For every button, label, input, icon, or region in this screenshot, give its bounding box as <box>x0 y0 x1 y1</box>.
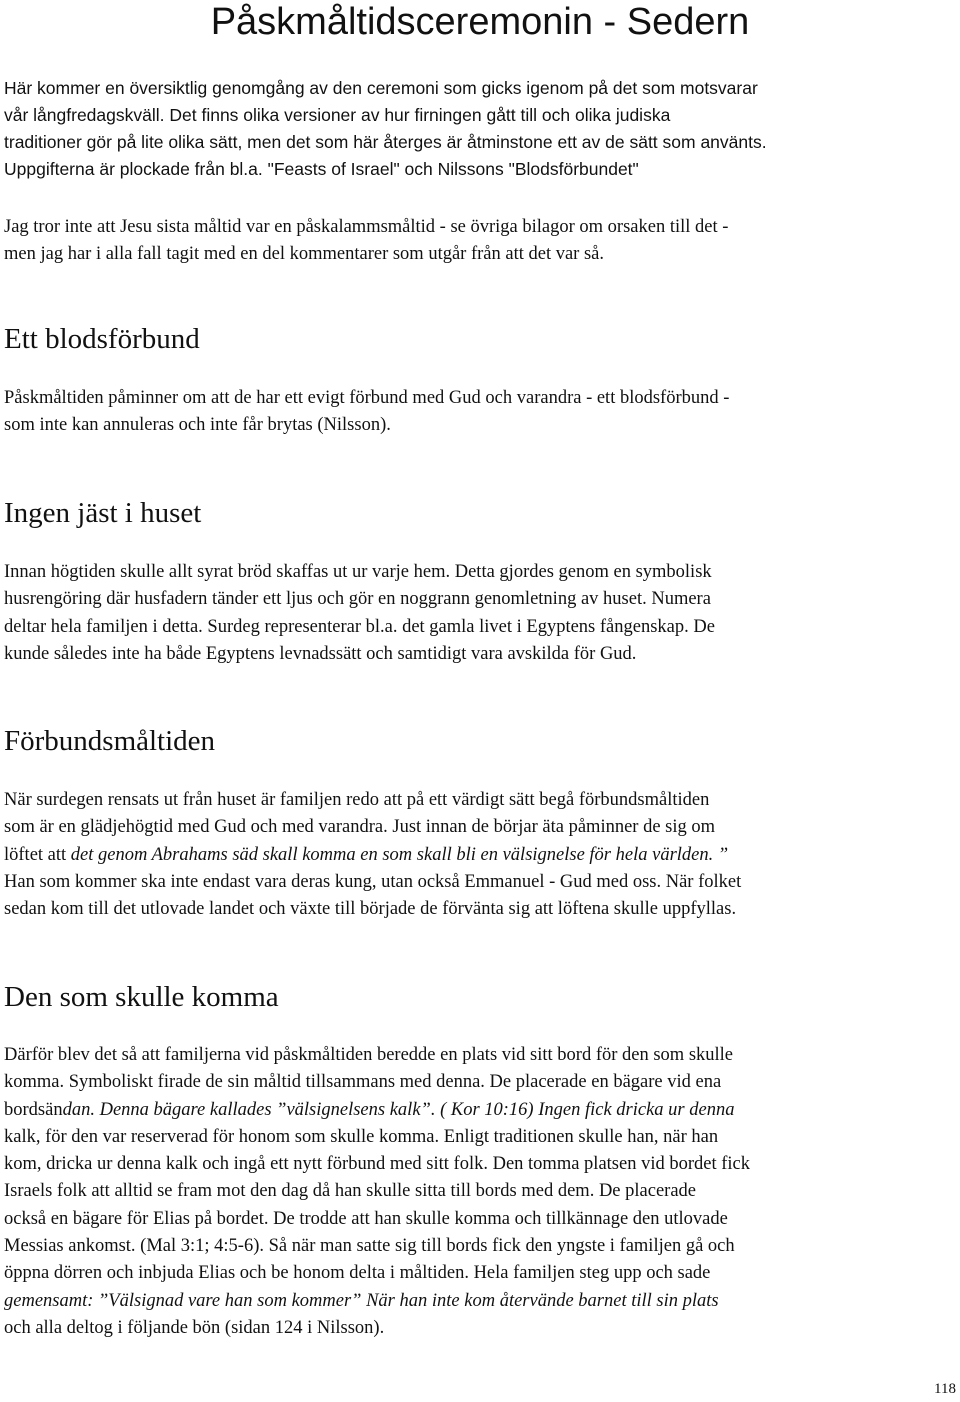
paragraph-line: komma. Symboliskt firade de sin måltid tillsammans med denna. De placerade en bägare vid ena <box>4 1072 722 1093</box>
paragraph-line <box>4 1097 956 1124</box>
paragraph-line: sedan kom till det utlovade landet och växte till började de förvänta sig att löftena skulle uppfyllas. <box>4 899 737 920</box>
paragraph-line: Påskmåltiden påminner om att de har ett evigt förbund med Gud och varandra - ett blodsförbund - <box>4 388 730 408</box>
intro-line: Här kommer en översiktlig genomgång av den ceremoni som gicks igenom på det som motsvarar <box>4 78 758 98</box>
section-paragraph-the-one-to-come <box>4 1042 956 1342</box>
paragraph-line: husrengöring där husfadern tänder ett ljus och gör en noggrann genomletning av huset. Numera <box>4 589 711 610</box>
paragraph-line: När surdegen rensats ut från huset är familjen redo att på ett värdigt sätt begå förbundsmåltiden <box>4 790 710 810</box>
intro-line: traditioner gör på lite olika sätt, men det som här återges är åtminstone ett av de sätt som använts. <box>4 132 767 152</box>
paragraph-line: kom, dricka ur denna kalk och ingå ett nytt förbund med sitt folk. Den tomma platsen vid bordet fick <box>4 1154 750 1175</box>
note-line: Jag tror inte att Jesu sista måltid var en påskalammsmåltid - se övriga bilagor om orsaken till det - <box>4 217 729 237</box>
plain-text: löftet att <box>4 844 71 865</box>
italic-quote: det genom Abrahams säd skall komma en som skall bli en välsignelse för hela världen. ” <box>70 844 729 865</box>
italic-quote: dan. Denna bägare kallades ”välsignelsens kalk”. ( Kor 10:16) Ingen fick dricka ur denna <box>62 1099 735 1120</box>
paragraph-line <box>4 1288 956 1315</box>
section-paragraph-covenant-meal <box>4 787 956 923</box>
intro-paragraph <box>4 75 956 183</box>
paragraph-line <box>4 842 956 869</box>
section-heading-no-yeast: Ingen jäst i huset <box>4 497 202 529</box>
intro-line: vår långfredagskväll. Det finns olika versioner av hur firningen gått till och olika judiska <box>4 105 671 125</box>
paragraph-line: öppna dörren och inbjuda Elias och be honom delta i måltiden. Hela familjen steg upp och sade <box>4 1263 711 1284</box>
note-line: men jag har i alla fall tagit med en del kommentarer som utgår från att det var så. <box>4 244 604 265</box>
paragraph-line: kalk, för den var reserverad för honom som skulle komma. Enligt traditionen skulle han, när han <box>4 1126 719 1147</box>
page-title: Påskmåltidsceremonin - Sedern <box>210 1 750 43</box>
paragraph-line: kunde således inte ha både Egyptens levnadssätt och samtidigt vara avskilda för Gud. <box>4 643 637 664</box>
paragraph-line: som inte kan annuleras och inte får brytas (Nilsson). <box>4 415 391 436</box>
section-heading-blood-covenant: Ett blodsförbund <box>4 323 200 355</box>
paragraph-line: Innan högtiden skulle allt syrat bröd skaffas ut ur varje hem. Detta gjordes genom en symbolisk <box>4 562 712 582</box>
paragraph-line: Israels folk att alltid se fram mot den dag då han skulle sitta till bords med dem. De placerade <box>4 1181 696 1202</box>
plain-text: bordsän <box>4 1099 63 1120</box>
section-paragraph-no-yeast <box>4 559 956 668</box>
page-number: 118 <box>934 1381 956 1397</box>
paragraph-line: Han som kommer ska inte endast vara deras kung, utan också Emmanuel - Gud med oss. När folket <box>4 871 742 892</box>
section-heading-covenant-meal: Förbundsmåltiden <box>4 725 216 757</box>
note-paragraph <box>4 214 956 269</box>
paragraph-line: Messias ankomst. (Mal 3:1; 4:5-6). Så när man satte sig till bords fick den yngste i familjen gå och <box>4 1236 735 1257</box>
section-heading-the-one-to-come: Den som skulle komma <box>4 981 279 1013</box>
intro-line: Uppgifterna är plockade från bl.a. "Feasts of Israel" och Nilssons "Blodsförbundet" <box>4 159 639 179</box>
italic-quote: gemensamt: ”Välsignad vare han som kommer” När han inte kom återvände barnet till sin plats <box>4 1290 719 1311</box>
paragraph-line: och alla deltog i följande bön (sidan 124 i Nilsson). <box>4 1317 385 1338</box>
paragraph-line: Därför blev det så att familjerna vid påskmåltiden beredde en plats vid sitt bord för den som skulle <box>4 1045 734 1065</box>
section-paragraph-blood-covenant <box>4 385 956 440</box>
paragraph-line: också en bägare för Elias på bordet. De trodde att han skulle komma och tillkännage den utlovade <box>4 1208 728 1229</box>
paragraph-line: som är en glädjehögtid med Gud och med varandra. Just innan de börjar äta påminner de sig om <box>4 817 716 838</box>
paragraph-line: deltar hela familjen i detta. Surdeg representerar bl.a. det gamla livet i Egyptens fångenskap. De <box>4 616 715 637</box>
